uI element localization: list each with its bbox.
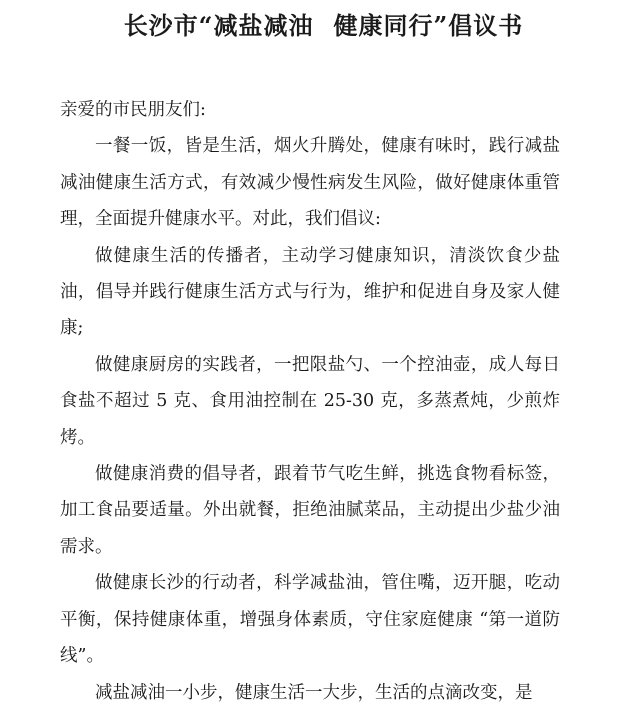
paragraph-intro: 一餐一饭，皆是生活，烟火升腾处，健康有味时，践行减盐减油健康生活方式，有效减少慢性病发生风险，做好健康体重管理，全面提升健康水平。对此，我们倡议: [60, 136, 560, 230]
paragraph-propagator: 做健康生活的传播者，主动学习健康知识，清淡饮食少盐油，倡导并践行健康生活方式与行为，维护和促进自身及家人健康; [60, 245, 560, 339]
paragraph-actor: 做健康长沙的行动者，科学减盐油，管住嘴，迈开腿，吃动平衡，保持健康体重，增强身体素质，守住家庭健康 “第一道防线”。 [60, 573, 560, 667]
document-title-part2: 健康同行”倡议书 [333, 11, 524, 40]
paragraph-closing: 减盐减油一小步，健康生活一大步，生活的点滴改变，是 [95, 682, 533, 703]
paragraph-consumer: 做健康消费的倡导者，跟着节气吃生鲜，挑选食物看标签，加工食品要适量。外出就餐，拒绝油腻菜品，主动提出少盐少油需求。 [60, 464, 560, 557]
document-title [0, 8, 617, 44]
salutation: 亲爱的市民朋友们: [60, 100, 206, 120]
document-body [60, 92, 560, 708]
paragraph-kitchen: 做健康厨房的实践者，一把限盐勺、一个控油壶，成人每日食盐不超过 5 克、食用油控制在 25-30 克，多蒸煮炖，少煎炸烤。 [60, 354, 560, 448]
document-title-part1: 长沙市“减盐减油 [123, 11, 314, 40]
